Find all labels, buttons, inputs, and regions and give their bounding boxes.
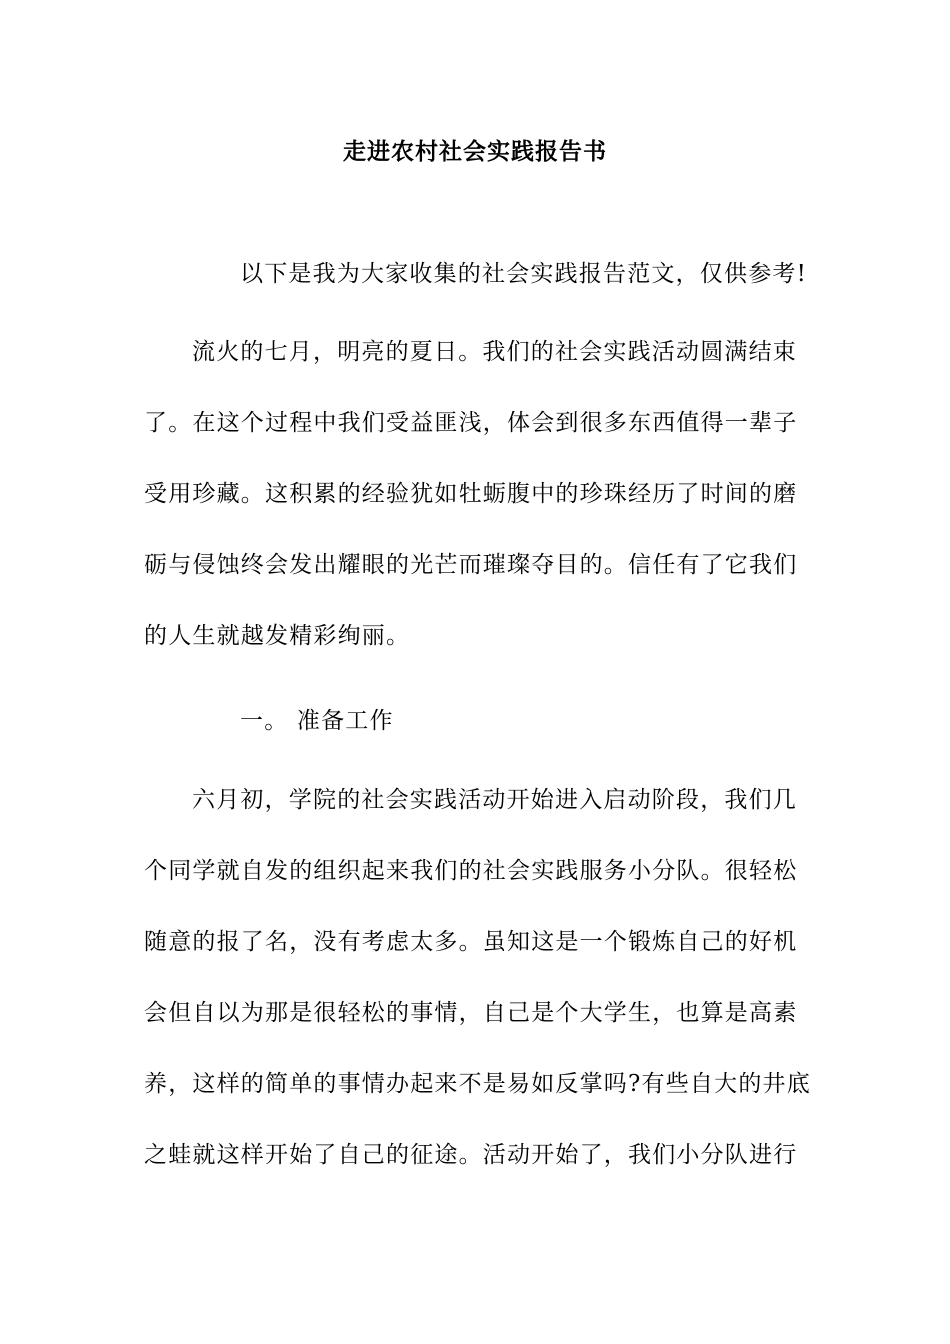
intro-line: 以下是我为大家收集的社会实践报告范文，仅供参考! bbox=[240, 261, 808, 287]
paragraph-line: 会但自以为那是很轻松的事情，自己是个大学生，也算是高素 bbox=[144, 1000, 798, 1026]
paragraph-line: 流火的七月，明亮的夏日。我们的社会实践活动圆满结束 bbox=[192, 339, 797, 365]
paragraph-line: 随意的报了名，没有考虑太多。虽知这是一个锻炼自己的好机 bbox=[144, 929, 798, 955]
paragraph-line: 了。在这个过程中我们受益匪浅，体会到很多东西值得一辈子 bbox=[144, 410, 798, 436]
paragraph-line: 六月初，学院的社会实践活动开始进入启动阶段，我们几 bbox=[192, 787, 797, 813]
paragraph-line: 的人生就越发精彩绚丽。 bbox=[144, 623, 411, 649]
paragraph-line: 受用珍藏。这积累的经验犹如牡蛎腹中的珍珠经历了时间的磨 bbox=[144, 481, 798, 507]
paragraph-line: 养，这样的简单的事情办起来不是易如反掌吗?有些自大的井底 bbox=[144, 1071, 811, 1097]
paragraph-line: 砺与侵蚀终会发出耀眼的光芒而璀璨夺目的。信任有了它我们 bbox=[144, 552, 798, 578]
section-heading: 一。 准备工作 bbox=[240, 708, 394, 734]
paragraph-line: 之蛙就这样开始了自己的征途。活动开始了，我们小分队进行 bbox=[144, 1142, 798, 1168]
paragraph-line: 个同学就自发的组织起来我们的社会实践服务小分队。很轻松 bbox=[144, 858, 798, 884]
document-title: 走进农村社会实践报告书 bbox=[343, 139, 607, 165]
